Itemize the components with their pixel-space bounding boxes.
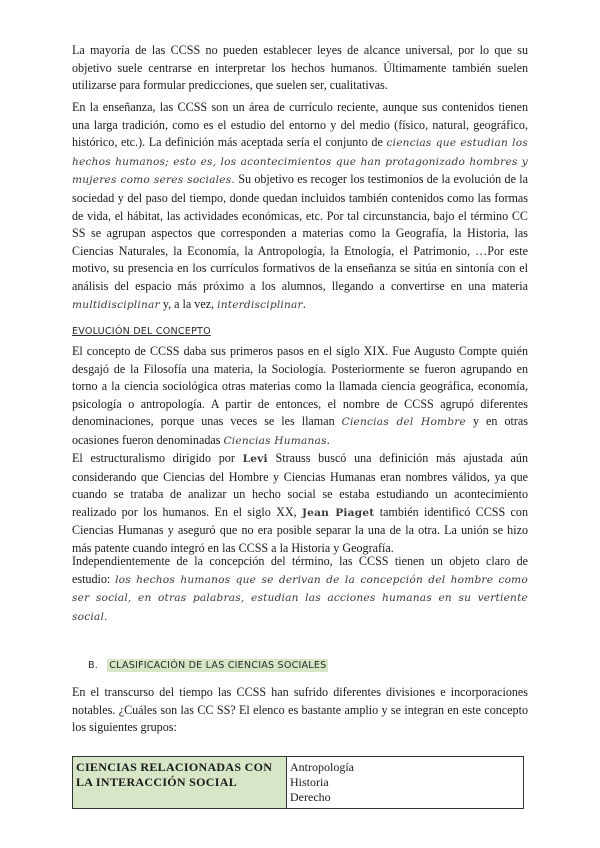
- handwritten-term: Ciencias del Hombre: [341, 416, 467, 429]
- paragraph-text: Su objetivo es recoger los testimonios de la evolución de la sociedad y del paso del tiempo, donde quedan incluidos también contenidos como las formas de vida, el hábitat, las actividades económicas, etc. Por tal circunstancia, bajo el término CC SS se agrupan aspectos que corresponden a materias como la Geografía, la Historia, las Ciencias Naturales, la Economía, la Antropología, la Etnología, el Patrimonio, …Por este motivo, su presencia en los currículos formativos de la enseñanza se sitúa en sintonía con el análisis del espacio más próximo a los alumnos, llegando a convertirse en una materia: [72, 172, 528, 293]
- paragraph-evolution: [72, 343, 528, 451]
- paragraph-text: En el transcurso del tiempo las CCSS han sufrido diferentes divisiones e incorporaciones notables. ¿Cuáles son las CC SS? El elenco es bastante amplio y se integran en este concepto los siguientes grupos:: [72, 685, 528, 735]
- paragraph-text: .: [302, 296, 306, 311]
- list-item: Antropología: [290, 760, 354, 774]
- paragraph-text: La mayoría de las CCSS no pueden establecer leyes de alcance universal, por lo que su objetivo suele centrarse en interpretar los hechos humanos. Últimamente también suelen utilizarse para formular predicciones, que suelen ser, cualitativas.: [72, 43, 528, 93]
- paragraph-text: .: [326, 432, 330, 447]
- paragraph-text: y en otras ocasiones fueron denominadas: [72, 414, 528, 447]
- paragraph-text: y, a la vez,: [162, 296, 215, 311]
- author-name: Levi: [242, 453, 268, 465]
- paragraph-definition: [72, 99, 528, 314]
- heading-marker: B.: [88, 660, 99, 671]
- table-row: [73, 757, 524, 809]
- items-cell: [287, 757, 524, 809]
- handwritten-term: Ciencias Humanas: [223, 434, 327, 447]
- paragraph-text: Independientemente de la concepción del término, las CCSS tienen un objeto claro de estudio:: [72, 554, 528, 586]
- paragraph-text: El estructuralismo dirigido por: [72, 451, 235, 465]
- paragraph-object: [72, 553, 528, 626]
- heading-label: CLASIFICACIÓN DE LAS CIENCIAS SOCIALES: [109, 660, 327, 671]
- handwritten-term: multidisciplinar: [72, 298, 160, 311]
- group-cell: CIENCIAS RELACIONADAS CON LA INTERACCIÓN SOCIAL: [73, 757, 287, 809]
- paragraph-text: también identificó CCSS con Ciencias Humanas y aseguró que no era posible separar la una de la otra. La unión se hizo más patente cuando integró en las CCSS a la Historia y Geografía.: [72, 504, 529, 555]
- paragraph-limits: [72, 42, 528, 95]
- paragraph-structuralism: [72, 450, 528, 558]
- paragraph-classification: [72, 684, 528, 737]
- author-name: Jean Piaget: [301, 506, 375, 519]
- paragraph-text: El concepto de CCSS daba sus primeros pasos en el siglo XIX. Fue Augusto Compte quién desgajó de la Filosofía una materia, la Sociología. Posteriormente se fueron agrupando en torno a la ciencia sociológica otras materias como la llamada ciencia geográfica, economía, psicología o antropología. A partir de entonces, el nombre de CCSS agrupó diferentes denominaciones, porque unas veces se les llaman: [72, 344, 528, 429]
- paragraph-text: En la enseñanza, las CCSS son un área de currículo reciente, aunque sus contenidos tienen una larga tradición, como es el estudio del entorno y del medio (físico, natural, geográfico, histórico, etc.). La definición más aceptada sería el conjunto de: [72, 100, 528, 150]
- paragraph-text: Strauss buscó una definición más ajustada aún considerando que Ciencias del Hombre y Ciencias Humanas eran nombres válidos, ya que cuando se trataba de analizar un hecho social se estaba estudiando un acontecimiento realizado por los humanos. En el siglo XX,: [72, 451, 528, 519]
- handwritten-definition: ciencias que estudian los hechos humanos; esto es, los acontecimientos que han protagonizado hombres y mujeres como seres sociales.: [72, 137, 528, 187]
- section-heading-classification: [88, 657, 328, 675]
- classification-table: [72, 756, 524, 809]
- handwritten-definition: los hechos humanos que se derivan de la concepción del hombre como ser social, en otras palabras, estudian las acciones humanas en su vertiente social.: [72, 573, 528, 623]
- list-item: Historia: [290, 775, 329, 789]
- section-heading-evolution: EVOLUCIÓN DEL CONCEPTO: [72, 326, 211, 337]
- handwritten-term: interdisciplinar: [217, 298, 303, 311]
- list-item: Derecho: [290, 790, 331, 804]
